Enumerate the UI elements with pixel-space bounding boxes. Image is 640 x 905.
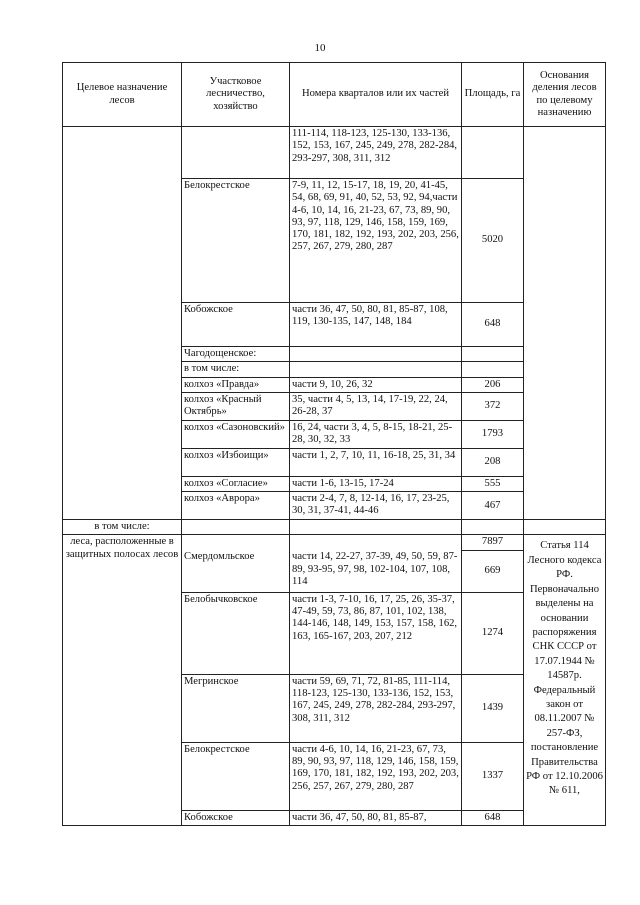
forestry-cell — [182, 535, 290, 550]
quarters-cell: части 14, 22-27, 37-39, 49, 50, 59, 87-89, 93-95, 97, 98, 102-104, 107, 108, 114 — [290, 550, 462, 592]
area-cell: 1274 — [462, 592, 524, 674]
header-purpose: Целевое назначение лесов — [63, 63, 182, 127]
quarters-cell — [290, 347, 462, 362]
quarters-cell: 16, 24, части 3, 4, 5, 8-15, 18-21, 25-28, 30, 32, 33 — [290, 420, 462, 448]
quarters-cell: 111-114, 118-123, 125-130, 133-136, 152, 153, 167, 245, 249, 278, 282-284, 293-297, 308, 311, 312 — [290, 127, 462, 179]
quarters-cell: части 59, 69, 71, 72, 81-85, 111-114, 118-123, 125-130, 133-136, 152, 153, 167, 245, 249, 278, 282-284, 293-297, 308, 311, 312 — [290, 674, 462, 742]
area-cell: 1793 — [462, 420, 524, 448]
area-cell: 1337 — [462, 742, 524, 810]
quarters-cell: части 36, 47, 50, 80, 81, 85-87, — [290, 810, 462, 825]
quarters-cell — [290, 520, 462, 535]
quarters-cell: части 4-6, 10, 14, 16, 21-23, 67, 73, 89, 90, 93, 97, 118, 129, 146, 158, 159, 169, 170, 181, 182, 192, 193, 202, 203, 256, 257, 267, 279, 280, 287 — [290, 742, 462, 810]
purpose-cell: леса, расположенные в защитных полосах лесов — [63, 535, 182, 826]
quarters-cell: части 36, 47, 50, 80, 81, 85-87, 108, 119, 130-135, 147, 148, 184 — [290, 303, 462, 347]
forestry-cell: Белокрестское — [182, 742, 290, 810]
area-cell: 648 — [462, 303, 524, 347]
quarters-cell: 7-9, 11, 12, 15-17, 18, 19, 20, 41-45, 54, 68, 69, 91, 40, 52, 53, 92, 94,части 4-6, 10, 14, 16, 21-23, 67, 73, 89, 90, 93, 97, 118, 129, 146, 158, 159, 169, 170, 181, 182, 192, 193, 202, 203, 256, 257, 267, 279, 280, 287 — [290, 179, 462, 303]
basis-cell — [524, 520, 606, 535]
table-row — [63, 520, 606, 535]
forestry-cell: Кобожское — [182, 303, 290, 347]
header-forestry: Участковое лесничество, хозяйство — [182, 63, 290, 127]
forestry-cell: колхоз «Избоищи» — [182, 448, 290, 476]
purpose-cell: в том числе: — [63, 520, 182, 535]
area-cell: 467 — [462, 492, 524, 520]
table-row — [63, 535, 606, 550]
forestry-cell: Чагодощенское: — [182, 347, 290, 362]
forestry-cell: колхоз «Согласие» — [182, 476, 290, 491]
area-cell: 669 — [462, 550, 524, 592]
quarters-cell: части 2-4, 7, 8, 12-14, 16, 17, 23-25, 30, 31, 37-41, 44-46 — [290, 492, 462, 520]
forestry-cell: колхоз «Красный Октябрь» — [182, 392, 290, 420]
header-area: Площадь, га — [462, 63, 524, 127]
area-cell: 7897 — [462, 535, 524, 550]
forestry-cell: в том числе: — [182, 362, 290, 377]
forestry-cell: Смердомльское — [182, 550, 290, 592]
header-quarters: Номера кварталов или их частей — [290, 63, 462, 127]
area-cell: 555 — [462, 476, 524, 491]
forestry-cell: колхоз «Сазоновский» — [182, 420, 290, 448]
purpose-cell-empty — [63, 127, 182, 520]
header-basis: Основания деления лесов по целевому назначению — [524, 63, 606, 127]
forestry-cell: Белобычковское — [182, 592, 290, 674]
area-cell: 648 — [462, 810, 524, 825]
quarters-cell: 35, части 4, 5, 13, 14, 17-19, 22, 24, 26-28, 37 — [290, 392, 462, 420]
area-cell: 5020 — [462, 179, 524, 303]
forestry-cell: Мегринское — [182, 674, 290, 742]
forestry-cell: Белокрестское — [182, 179, 290, 303]
area-cell — [462, 347, 524, 362]
forestry-cell — [182, 520, 290, 535]
quarters-cell: части 1-3, 7-10, 16, 17, 25, 26, 35-37, 47-49, 59, 73, 86, 87, 101, 102, 138, 144-146, 148, 149, 153, 157, 158, 162, 163, 165-167, 203, 207, 212 — [290, 592, 462, 674]
forest-purpose-table — [62, 62, 606, 826]
quarters-cell: части 9, 10, 26, 32 — [290, 377, 462, 392]
basis-cell: Статья 114 Лесного кодекса РФ. Первоначально выделены на основании распоряжения СНК СССР от 17.07.1944 № 14587р. Федеральный закон от 08.11.2007 № 257-ФЗ, постановление Правительства РФ от 12.10.2006 № 611, — [524, 535, 606, 826]
table-row — [63, 127, 606, 179]
area-cell: 208 — [462, 448, 524, 476]
quarters-cell — [290, 362, 462, 377]
forestry-cell — [182, 127, 290, 179]
quarters-cell: части 1, 2, 7, 10, 11, 16-18, 25, 31, 34 — [290, 448, 462, 476]
table-header-row — [63, 63, 606, 127]
area-cell: 206 — [462, 377, 524, 392]
area-cell — [462, 362, 524, 377]
area-cell: 1439 — [462, 674, 524, 742]
area-cell — [462, 520, 524, 535]
quarters-cell — [290, 535, 462, 550]
area-cell — [462, 127, 524, 179]
area-cell: 372 — [462, 392, 524, 420]
forestry-cell: колхоз «Правда» — [182, 377, 290, 392]
basis-cell-empty — [524, 127, 606, 520]
forestry-cell: Кобожское — [182, 810, 290, 825]
page-number: 10 — [314, 42, 326, 54]
quarters-cell: части 1-6, 13-15, 17-24 — [290, 476, 462, 491]
forestry-cell: колхоз «Аврора» — [182, 492, 290, 520]
